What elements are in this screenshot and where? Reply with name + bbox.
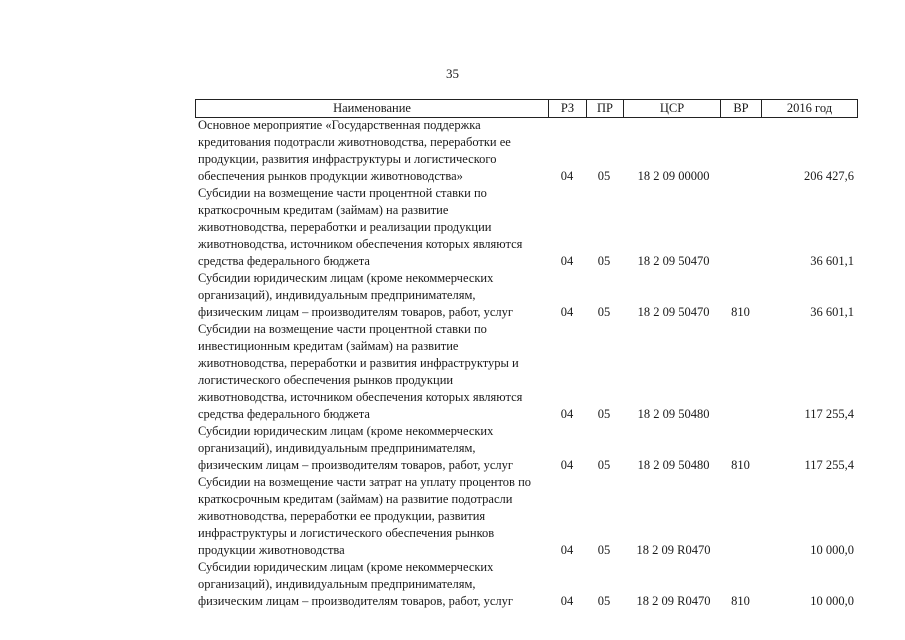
cell-amount: 10 000,0: [810, 594, 854, 608]
cell-amount: 117 255,4: [804, 458, 854, 472]
cell-vr: 810: [731, 305, 750, 319]
table-row: [0, 474, 905, 559]
row-name: [198, 185, 548, 270]
header-name: Наименование: [195, 100, 548, 117]
cell-vr: 810: [731, 594, 750, 608]
header-year: 2016 год: [761, 100, 858, 117]
row-name: [198, 423, 548, 474]
cell-pr: 05: [597, 305, 611, 319]
row-name: [198, 474, 548, 559]
cell-pr: 05: [597, 458, 611, 472]
table-row: [0, 270, 905, 321]
header-pr: ПР: [586, 100, 623, 117]
cell-pr: 05: [597, 543, 611, 557]
row-name-line: организаций), индивидуальным предпринимателям,: [198, 577, 476, 591]
row-name-line: животноводства, переработки ее продукции, развития: [198, 509, 486, 523]
cell-rz: 04: [560, 169, 574, 183]
row-name-line: кредитования подотрасли животноводства, переработки ее: [198, 135, 511, 149]
row-name-line: обеспечения рынков продукции животноводства»: [198, 169, 463, 183]
row-name-line: Субсидии юридическим лицам (кроме некоммерческих: [198, 560, 494, 574]
cell-rz: 04: [560, 305, 574, 319]
row-name-line: инвестиционным кредитам (займам) на развитие: [198, 339, 459, 353]
table-row: [0, 423, 905, 474]
header-csr: ЦСР: [623, 100, 720, 117]
row-name-line: Основное мероприятие «Государственная поддержка: [198, 118, 481, 132]
row-name-line: продукции животноводства: [198, 543, 345, 557]
cell-amount: 36 601,1: [810, 305, 854, 319]
row-name-line: Субсидии юридическим лицам (кроме некоммерческих: [198, 424, 494, 438]
cell-pr: 05: [597, 254, 611, 268]
table-header: [195, 99, 858, 118]
cell-csr: 18 2 09 50480: [637, 458, 710, 472]
row-name-line: логистического обеспечения рынков продукции: [198, 373, 454, 387]
cell-csr: 18 2 09 00000: [637, 169, 710, 183]
row-name-line: Субсидии на возмещение части затрат на уплату процентов по: [198, 475, 532, 489]
cell-pr: 05: [597, 407, 611, 421]
header-vr: ВР: [720, 100, 761, 117]
row-name: [198, 321, 548, 423]
row-name-line: Субсидии на возмещение части процентной ставки по: [198, 322, 487, 336]
row-name-line: продукции, развития инфраструктуры и логистического: [198, 152, 497, 166]
cell-amount: 36 601,1: [810, 254, 854, 268]
row-name-line: животноводства, источником обеспечения которых являются: [198, 237, 523, 251]
row-name-line: инфраструктуры и логистического обеспечения рынков: [198, 526, 495, 540]
row-name: [198, 117, 548, 185]
row-name: [198, 559, 548, 610]
row-name-line: краткосрочным кредитам (займам) на развитие: [198, 203, 449, 217]
cell-pr: 05: [597, 169, 611, 183]
row-name-line: организаций), индивидуальным предпринимателям,: [198, 441, 476, 455]
cell-rz: 04: [560, 458, 574, 472]
row-name-line: животноводства, источником обеспечения которых являются: [198, 390, 523, 404]
cell-csr: 18 2 09 50470: [637, 305, 710, 319]
cell-amount: 117 255,4: [804, 407, 854, 421]
header-rz: РЗ: [548, 100, 586, 117]
cell-rz: 04: [560, 543, 574, 557]
cell-rz: 04: [560, 407, 574, 421]
row-name-line: организаций), индивидуальным предпринимателям,: [198, 288, 476, 302]
row-name: [198, 270, 548, 321]
table-row: [0, 185, 905, 270]
row-name-line: физическим лицам – производителям товаров, работ, услуг: [198, 458, 514, 472]
table-row: [0, 559, 905, 610]
row-name-line: животноводства, переработки и реализации продукции: [198, 220, 492, 234]
cell-rz: 04: [560, 594, 574, 608]
cell-pr: 05: [597, 594, 611, 608]
cell-rz: 04: [560, 254, 574, 268]
cell-csr: 18 2 09 50470: [637, 254, 710, 268]
cell-vr: 810: [731, 458, 750, 472]
row-name-line: краткосрочным кредитам (займам) на развитие подотрасли: [198, 492, 513, 506]
page-number: 35: [446, 66, 459, 81]
cell-csr: 18 2 09 50480: [637, 407, 710, 421]
row-name-line: Субсидии на возмещение части процентной ставки по: [198, 186, 487, 200]
cell-csr: 18 2 09 R0470: [636, 594, 711, 608]
cell-amount: 10 000,0: [810, 543, 854, 557]
row-name-line: средства федерального бюджета: [198, 254, 370, 268]
table-row: [0, 117, 905, 185]
row-name-line: Субсидии юридическим лицам (кроме некоммерческих: [198, 271, 494, 285]
row-name-line: средства федерального бюджета: [198, 407, 370, 421]
cell-csr: 18 2 09 R0470: [636, 543, 711, 557]
table-row: [0, 321, 905, 423]
row-name-line: физическим лицам – производителям товаров, работ, услуг: [198, 594, 514, 608]
row-name-line: физическим лицам – производителям товаров, работ, услуг: [198, 305, 514, 319]
cell-amount: 206 427,6: [804, 169, 854, 183]
row-name-line: животноводства, переработки и развития инфраструктуры и: [198, 356, 519, 370]
